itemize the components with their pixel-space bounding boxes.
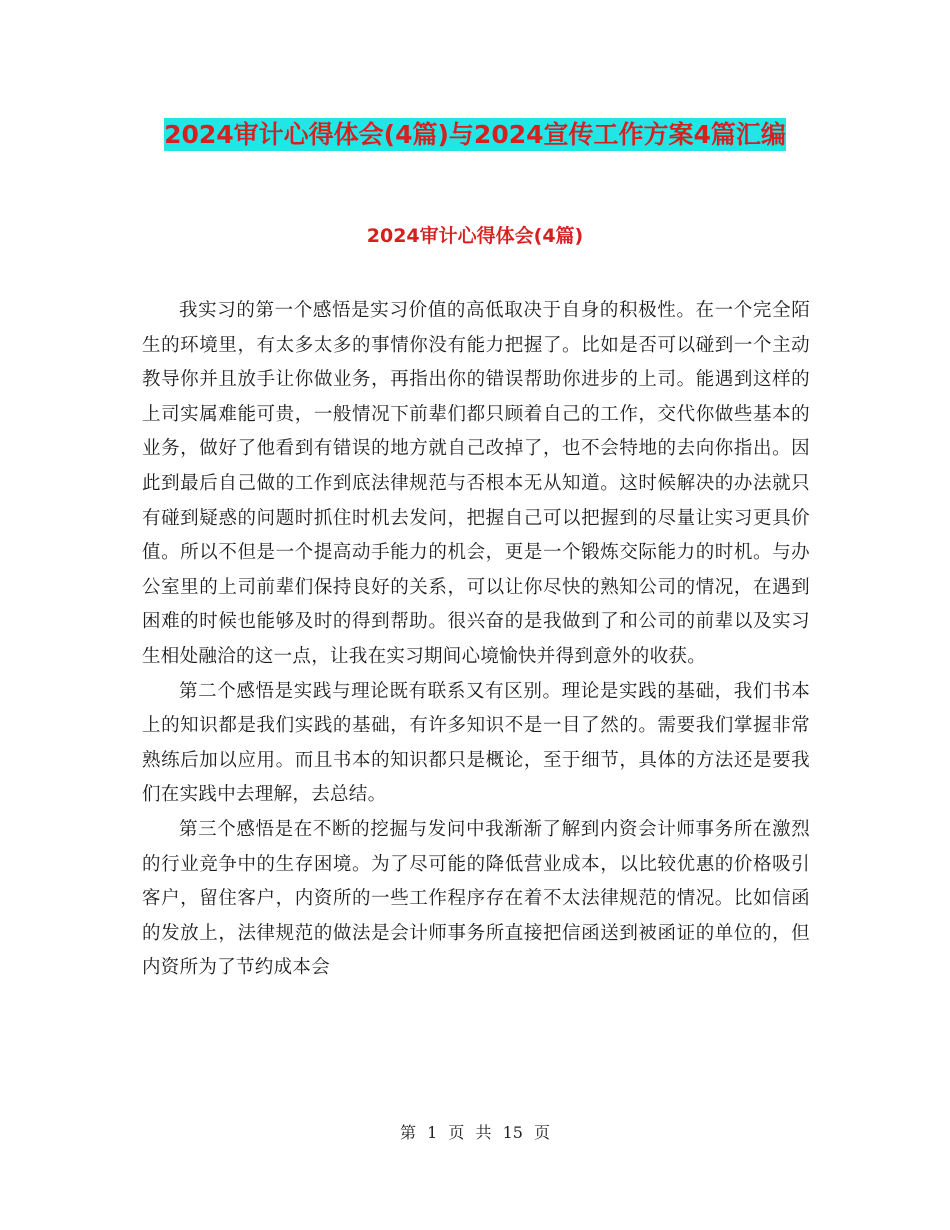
document-body — [142, 294, 810, 986]
section-heading: 2024审计心得体会(4篇) — [366, 225, 584, 247]
footer-total-pages: 15 — [502, 1123, 523, 1142]
footer-page-word: 页 — [448, 1123, 465, 1142]
paragraph-1: 我实习的第一个感悟是实习价值的高低取决于自身的积极性。在一个完全陌生的环境里，有太多太多的事情你没有能力把握了。比如是否可以碰到一个主动教导你并且放手让你做业务，再指出你的错误帮助你进步的上司。能遇到这样的上司实属难能可贵，一般情况下前辈们都只顾着自己的工作，交代你做些基本的业务，做好了他看到有错误的地方就自己改掉了，也不会特地的去向你指出。因此到最后自己做的工作到底法律规范与否根本无从知道。这时候解决的办法就只有碰到疑惑的问题时抓住时机去发问，把握自己可以把握到的尽量让实习更具价值。所以不但是一个提高动手能力的机会，更是一个锻炼交际能力的时机。与办公室里的上司前辈们保持良好的关系，可以让你尽快的熟知公司的情况，在遇到困难的时候也能够及时的得到帮助。很兴奋的是我做到了和公司的前辈以及实习生相处融洽的这一点，让我在实习期间心境愉快并得到意外的收获。 — [142, 300, 810, 667]
paragraph-2: 第二个感悟是实践与理论既有联系又有区别。理论是实践的基础，我们书本上的知识都是我们实践的基础，有许多知识不是一目了然的。需要我们掌握非常熟练后加以应用。而且书本的知识都只是概论，至于细节，具体的方法还是要我们在实践中去理解，去总结。 — [142, 680, 810, 806]
document-title-text: 2024审计心得体会(4篇)与2024宣传工作方案4篇汇编 — [164, 120, 786, 149]
footer-total-suffix: 页 — [534, 1123, 551, 1142]
footer-prefix: 第 — [399, 1123, 416, 1142]
footer-page-number: 1 — [427, 1123, 438, 1142]
footer-total-prefix: 共 — [475, 1123, 492, 1142]
paragraph-3: 第三个感悟是在不断的挖掘与发问中我渐渐了解到内资会计师事务所在激烈的行业竞争中的生存困境。为了尽可能的降低营业成本，以比较优惠的价格吸引客户，留住客户，内资所的一些工作程序存在着不太法律规范的情况。比如信函的发放上，法律规范的做法是会计师事务所直接把信函送到被函证的单位的，但内资所为了节约成本会 — [142, 818, 810, 979]
document-title — [140, 112, 810, 158]
page-footer — [0, 1122, 950, 1144]
